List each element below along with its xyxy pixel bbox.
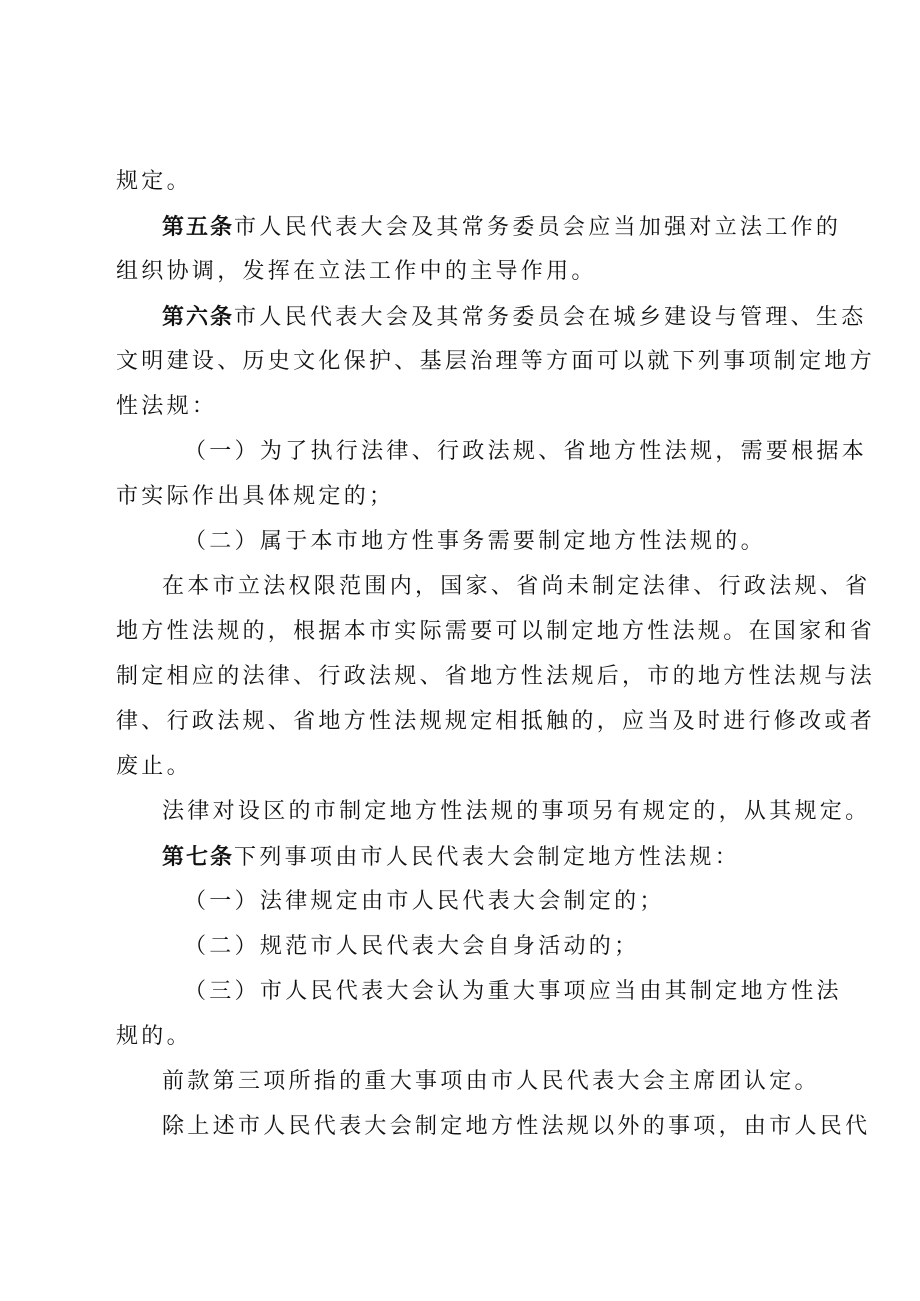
list-item-line xyxy=(184,972,842,1012)
article-number: 第七条 xyxy=(162,844,235,870)
line-text: 前款第三项所指的重大事项由市人民代表大会主席团认定。 xyxy=(162,1069,820,1094)
line-text: 市人民代表大会及其常务委员会在城乡建设与管理、生态 xyxy=(234,305,867,330)
text-line xyxy=(116,612,875,652)
list-item-line xyxy=(184,882,665,922)
line-text: 地方性法规的，根据本市实际需要可以制定地方性法规。在国家和省 xyxy=(116,619,876,644)
line-text: 性法规： xyxy=(116,394,218,419)
line-text: 文明建设、历史文化保护、基层治理等方面可以就下列事项制定地方 xyxy=(116,349,876,374)
article-heading-line xyxy=(162,837,740,877)
paragraph-first-line xyxy=(162,1062,820,1102)
paragraph-first-line xyxy=(162,567,870,607)
line-text: 律、行政法规、省地方性法规规定相抵触的，应当及时进行修改或者 xyxy=(116,709,876,734)
text-line xyxy=(116,657,875,697)
line-text: （三）市人民代表大会认为重大事项应当由其制定地方性法 xyxy=(184,979,842,1004)
text-line xyxy=(116,162,192,202)
article-number: 第六条 xyxy=(162,304,235,330)
line-text: 制定相应的法律、行政法规、省地方性法规后，市的地方性法规与法 xyxy=(116,664,876,689)
line-text: 下列事项由市人民代表大会制定地方性法规： xyxy=(234,845,741,870)
text-line xyxy=(116,342,875,382)
text-line xyxy=(116,1017,192,1057)
text-line xyxy=(116,477,394,517)
line-text: 在本市立法权限范围内，国家、省尚未制定法律、行政法规、省 xyxy=(162,574,871,599)
line-text: （二）属于本市地方性事务需要制定地方性法规的。 xyxy=(184,529,766,554)
line-text: 除上述市人民代表大会制定地方性法规以外的事项，由市人民代 xyxy=(162,1114,871,1139)
line-text: 规定。 xyxy=(116,169,192,194)
text-line xyxy=(116,387,217,427)
list-item-line xyxy=(184,522,766,562)
text-line xyxy=(116,702,875,742)
line-text: （一）为了执行法律、行政法规、省地方性法规，需要根据本 xyxy=(184,439,868,464)
line-text: 组织协调，发挥在立法工作中的主导作用。 xyxy=(116,259,597,284)
text-line xyxy=(116,252,597,292)
line-text: 废止。 xyxy=(116,754,192,779)
line-text: （二）规范市人民代表大会自身活动的； xyxy=(184,934,640,959)
article-heading-line xyxy=(162,207,841,247)
line-text: 市实际作出具体规定的； xyxy=(116,484,395,509)
paragraph-first-line xyxy=(162,792,870,832)
list-item-line xyxy=(184,432,867,472)
list-item-line xyxy=(184,927,639,967)
article-number: 第五条 xyxy=(162,214,235,240)
line-text: 法律对设区的市制定地方性法规的事项另有规定的，从其规定。 xyxy=(162,799,871,824)
article-heading-line xyxy=(162,297,867,337)
line-text: （一）法律规定由市人民代表大会制定的； xyxy=(184,889,665,914)
line-text: 规的。 xyxy=(116,1024,192,1049)
line-text: 市人民代表大会及其常务委员会应当加强对立法工作的 xyxy=(234,215,842,240)
text-line xyxy=(116,747,192,787)
paragraph-first-line xyxy=(162,1107,870,1147)
